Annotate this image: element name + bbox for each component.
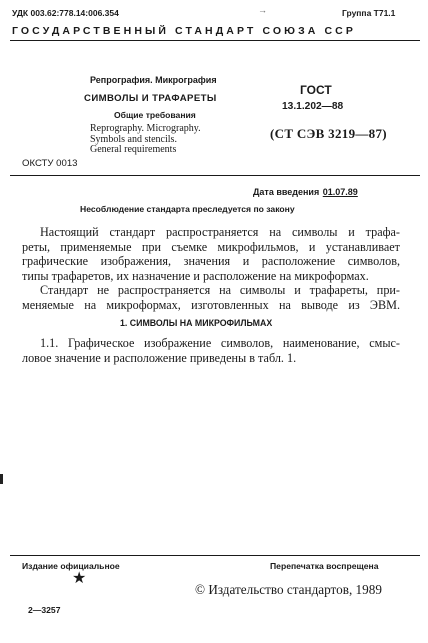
paragraph-line: Стандарт не распространяется на символы и трафареты, при-: [40, 283, 400, 297]
paragraph-line: типы трафаретов, их назначение и расположение на микроформах.: [22, 268, 369, 283]
introduction-date: [253, 187, 358, 197]
paragraph-line: реты, применяемые при съемке микрофильмов, и устанавливает: [22, 239, 400, 254]
english-title: [90, 124, 201, 156]
copyright-notice: © Издательство стандартов, 1989: [195, 582, 382, 597]
gost-number: 13.1.202—88: [282, 101, 344, 112]
print-code: 2—3257: [28, 605, 61, 615]
english-title-line: Reprography. Micrography.: [90, 123, 201, 134]
standard-subtitle: Общие требования: [114, 110, 196, 120]
okstu-code: ОКСТУ 0013: [22, 158, 78, 169]
scan-mark: [0, 474, 3, 484]
banner-rule: [10, 40, 420, 41]
paragraph-exclusion: [22, 283, 400, 312]
footer-rule: [10, 555, 420, 556]
paragraph-line: графические изображения, значения и расположение символов,: [22, 254, 400, 269]
introduction-date-label: Дата введения: [253, 187, 320, 197]
udk-code: УДК 003.62:778.14:006.354: [12, 8, 119, 18]
introduction-date-value: 01.07.89: [322, 187, 358, 197]
paragraph-line: меняемые на микроформах, изготовленных на выводе из ЭВМ.: [22, 297, 400, 312]
cmea-number: (СТ СЭВ 3219—87): [270, 126, 387, 141]
state-standard-banner: ГОСУДАРСТВЕННЫЙ СТАНДАРТ СОЮЗА ССР: [12, 25, 356, 37]
paragraph-line: 1.1. Графическое изображение символов, наименование, смыс-: [40, 336, 400, 350]
gost-label: ГОСТ: [300, 83, 332, 97]
english-title-line: Symbols and stencils.: [90, 133, 177, 145]
paragraph-line: Настоящий стандарт распространяется на символы и трафа-: [40, 225, 400, 239]
mark-icon: →: [258, 5, 267, 15]
star-icon: ★: [72, 570, 87, 587]
official-edition: Издание официальное: [22, 561, 120, 571]
paragraph-scope: [22, 225, 400, 283]
english-title-line: General requirements: [90, 144, 177, 156]
field-title: Репрография. Микрография: [90, 75, 217, 85]
section-heading: 1. СИМВОЛЫ НА МИКРОФИЛЬМАХ: [120, 318, 273, 328]
law-notice: Несоблюдение стандарта преследуется по закону: [80, 204, 295, 214]
reprint-prohibited: Перепечатка воспрещена: [270, 561, 379, 571]
paragraph-line: ловое значение и расположение приведены в табл. 1.: [22, 350, 297, 365]
standard-title: СИМВОЛЫ И ТРАФАРЕТЫ: [84, 93, 217, 104]
paragraph-1-1: [22, 336, 400, 365]
group-code: Группа Т71.1: [342, 8, 396, 18]
section-rule: [10, 175, 420, 176]
